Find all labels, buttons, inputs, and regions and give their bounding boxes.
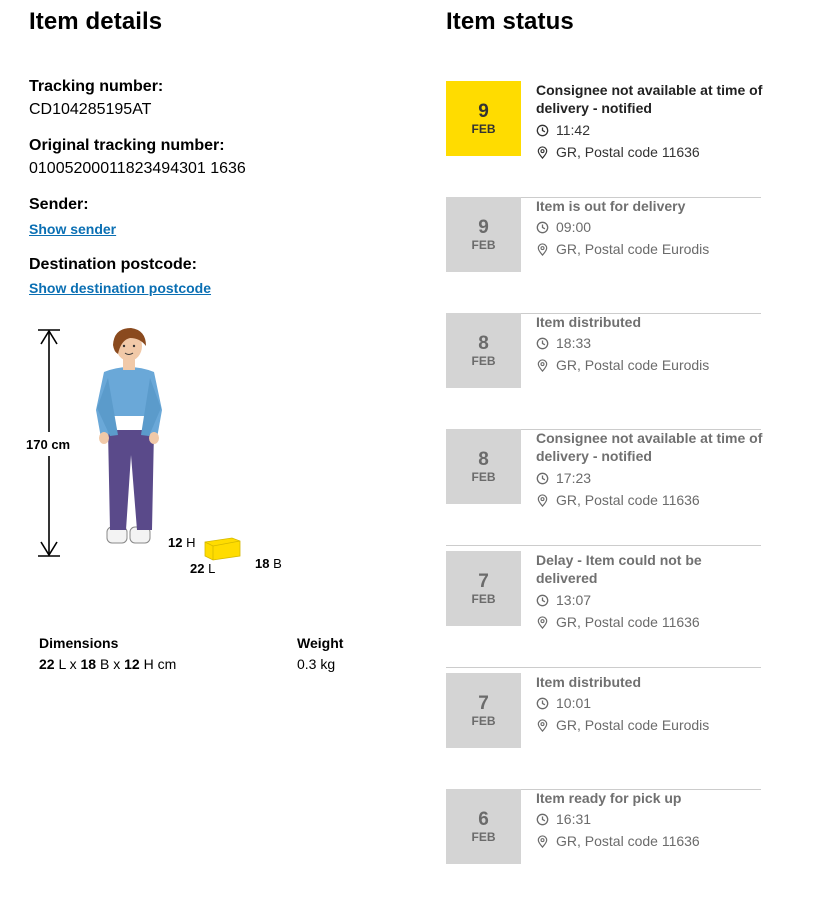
date-badge xyxy=(446,313,521,388)
event-location-row xyxy=(536,833,700,849)
location-pin-icon xyxy=(536,494,556,507)
tracking-number-label: Tracking number: xyxy=(29,78,164,95)
date-badge xyxy=(446,551,521,626)
event-day: 7 xyxy=(478,570,489,592)
clock-icon xyxy=(536,221,556,234)
event-time: 10:01 xyxy=(556,695,592,711)
event-location-row xyxy=(536,614,700,630)
event-title: Item distributed xyxy=(536,314,642,330)
status-event xyxy=(446,789,761,905)
event-month: FEB xyxy=(471,591,496,606)
event-time-row xyxy=(536,592,591,608)
event-location: GR, Postal code Eurodis xyxy=(556,717,710,733)
event-title: Item distributed xyxy=(536,674,642,690)
event-location-row xyxy=(536,241,709,257)
status-event xyxy=(446,551,761,668)
clock-icon xyxy=(536,124,556,137)
event-time: 16:31 xyxy=(556,811,592,827)
event-location-row xyxy=(536,492,700,508)
event-title: Consignee not available at time of delivery - notified xyxy=(536,82,763,116)
package-breadth-label: 18 B xyxy=(255,556,282,571)
event-month: FEB xyxy=(471,829,496,844)
clock-icon xyxy=(536,813,556,826)
weight-value: 0.3 kg xyxy=(297,656,336,672)
event-month: FEB xyxy=(471,713,496,728)
status-event xyxy=(446,429,761,546)
event-time-row xyxy=(536,695,591,711)
event-title: Item ready for pick up xyxy=(536,790,682,806)
event-location: GR, Postal code 11636 xyxy=(556,614,700,630)
tracking-number-value: CD104285195AT xyxy=(29,101,152,118)
event-time-row xyxy=(536,122,590,138)
status-event xyxy=(446,313,761,430)
status-event xyxy=(446,81,761,198)
date-badge xyxy=(446,429,521,504)
event-day: 6 xyxy=(478,808,489,830)
event-month: FEB xyxy=(471,469,496,484)
original-tracking-label: Original tracking number: xyxy=(29,137,225,154)
event-time-row xyxy=(536,335,591,351)
event-time-row xyxy=(536,811,591,827)
event-day: 8 xyxy=(478,448,489,470)
package-box xyxy=(205,538,240,560)
event-day: 7 xyxy=(478,692,489,714)
event-title: Item is out for delivery xyxy=(536,198,686,214)
event-time: 11:42 xyxy=(556,122,590,138)
event-title: Delay - Item could not be delivered xyxy=(536,552,702,586)
dimensions-value: 22 L x 18 B x 12 H cm xyxy=(39,656,177,672)
event-month: FEB xyxy=(471,121,496,136)
event-month: FEB xyxy=(471,353,496,368)
clock-icon xyxy=(536,472,556,485)
event-location-row xyxy=(536,357,709,373)
location-pin-icon xyxy=(536,359,556,372)
event-time: 13:07 xyxy=(556,592,592,608)
event-time-row xyxy=(536,470,591,486)
weight-label: Weight xyxy=(297,635,344,651)
date-badge xyxy=(446,197,521,272)
event-title: Consignee not available at time of delivery - notified xyxy=(536,430,763,464)
event-location-row xyxy=(536,144,700,160)
package-length-label: 22 L xyxy=(190,561,216,576)
event-location-row xyxy=(536,717,709,733)
package-height-label: 12 H xyxy=(168,535,196,550)
item-details-heading: Item details xyxy=(29,8,163,35)
date-badge xyxy=(446,673,521,748)
event-time: 09:00 xyxy=(556,219,592,235)
dimensions-label: Dimensions xyxy=(39,635,119,651)
event-time-row xyxy=(536,219,591,235)
location-pin-icon xyxy=(536,243,556,256)
event-day: 9 xyxy=(478,100,489,122)
event-day: 9 xyxy=(478,216,489,238)
event-location: GR, Postal code Eurodis xyxy=(556,357,710,373)
event-location: GR, Postal code 11636 xyxy=(556,144,700,160)
location-pin-icon xyxy=(536,616,556,629)
clock-icon xyxy=(536,594,556,607)
event-time: 17:23 xyxy=(556,470,592,486)
show-sender-link[interactable]: Show sender xyxy=(29,221,117,237)
date-badge xyxy=(446,81,521,156)
event-day: 8 xyxy=(478,332,489,354)
item-status-heading: Item status xyxy=(446,8,574,35)
event-location: GR, Postal code Eurodis xyxy=(556,241,710,257)
height-label: 170 cm xyxy=(26,437,71,452)
location-pin-icon xyxy=(536,835,556,848)
destination-postcode-label: Destination postcode: xyxy=(29,256,198,273)
event-month: FEB xyxy=(471,237,496,252)
person-figure xyxy=(96,328,162,543)
clock-icon xyxy=(536,337,556,350)
event-time: 18:33 xyxy=(556,335,592,351)
show-destination-postcode-link[interactable]: Show destination postcode xyxy=(29,280,212,296)
location-pin-icon xyxy=(536,146,556,159)
event-location: GR, Postal code 11636 xyxy=(556,833,700,849)
location-pin-icon xyxy=(536,719,556,732)
original-tracking-value: 01005200011823494301 1636 xyxy=(29,160,246,177)
status-event xyxy=(446,673,761,790)
clock-icon xyxy=(536,697,556,710)
event-location: GR, Postal code 11636 xyxy=(556,492,700,508)
date-badge xyxy=(446,789,521,864)
sender-label: Sender: xyxy=(29,196,89,213)
status-event xyxy=(446,197,761,314)
